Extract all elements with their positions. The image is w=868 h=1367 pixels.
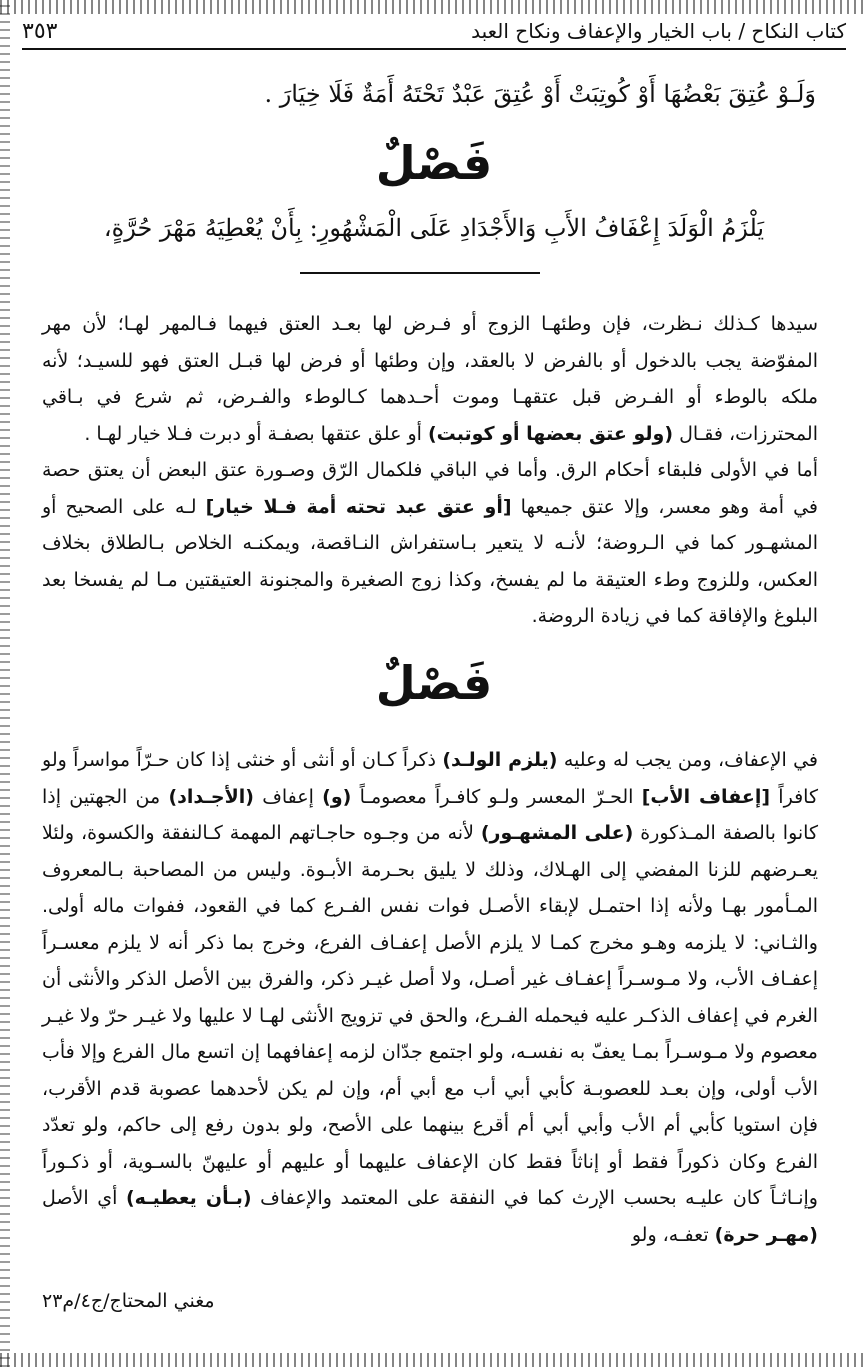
quoted-matn: (على المشهـور) bbox=[480, 822, 634, 844]
commentary-text: لأنه من وجـوه حاجـاتهم المهمة كـالنفقة والكسوة، ولئلا يعـرضهم للزنا المفضي إلى الهـلاك، وذلك لا يليق بحـرمة الأبـوة. وليس من المصاحبة بـالمعروف المـأمور بهـا ولأنه إذا احتمـل لإبقاء الأصـل فوات نفس الفـرع كما في القعود، ففوات ماله أولى. والثـاني: لا يلزمه وهـو مخرج كمـا لا يلزم الأصل إعفـاف الفرع، وخرج بما ذكر أنه لا يلزم معسـراً إعفـاف الأب، ولا مـوسـراً إعفـاف غير أصـل، ولا أصل غيـر ذكر، والفرق بين الأصل الذكر والأنثى أن الغرم في إعفاف الذكـر عليه فيحمله الفـرع، والحق في تزويج الأنثى لهـا لا عليها ولا غيـر حرّ ولا غيـر معصوم ولا مـوسـراً بمـا يعفّ به نفسـه، ولو اجتمع جدّان لزمه إعفافهما إن اتسع مال الفرع وإلا فأب الأب أولى، وإن بعـد للعصوبـة كأبي أبي أب مع أبي أم، وإن لم يكن لأحدهما عصوبة قدم الأقرب، فإن استويا كأبي أم الأب وأبي أبي أم أقرع بينهما على الأصح، ولو بدون رفع إلى حاكم، ولو تعدّد الفرع وكان ذكوراً فقط أو إناثاً فقط كان الإعفاف عليهما أو عليهم أو عليهنّ بالسـوية، أو ذكـوراً وإنـاثـاً كان عليـه بحسب الإرث كما في النفقة على المعتمد والإعفاف bbox=[42, 822, 818, 1209]
matn-text-top: وَلَـوْ عُتِقَ بَعْضُهَا أَوْ كُوتِبَتْ أَوْ عُتِقَ عَبْدٌ تَحْتَهُ أَمَةٌ فَلَا خِيَارَ . bbox=[264, 80, 816, 108]
quoted-matn: (مهـر حرة) bbox=[714, 1223, 818, 1246]
commentary-text: من الجهتين إذا كانوا بالصفة المـذكورة bbox=[42, 785, 819, 844]
commentary-text: أي الأصل bbox=[42, 1187, 126, 1209]
running-title: كتاب النكاح / باب الخيار والإعفاف ونكاح العبد bbox=[471, 19, 846, 43]
section-heading-2: فَصْلٌ bbox=[375, 656, 493, 710]
quoted-matn: (و) bbox=[322, 785, 352, 808]
commentary-text: أما في الأولى فلبقاء أحكام الرق. وأما في الباقي فلكمال الرّق وصـورة عتق البعض أن يعتق حصة في أمة وهو معسر، وإلا عتق جميعها bbox=[42, 459, 818, 518]
commentary-block-2 bbox=[42, 742, 818, 1253]
quoted-matn: (الأجـداد) bbox=[168, 785, 254, 808]
commentary-block-1 bbox=[42, 306, 818, 635]
page-number: ٣٥٣ bbox=[22, 18, 58, 44]
commentary-text: في الإعفاف، ومن يجب له وعليه bbox=[557, 749, 819, 771]
quoted-matn: [إعفاف الأب] bbox=[641, 785, 771, 808]
matn-sharh-separator bbox=[300, 272, 540, 274]
commentary-text: ذكراً كـان أو أنثى أو خنثى إذا كان حـرّاً مواسراً ولو كافراً bbox=[42, 749, 818, 808]
quoted-matn: (بـأن يعطيـه) bbox=[125, 1187, 252, 1209]
signature-mark: مغني المحتاج/ج٤/م٢٣ bbox=[42, 1290, 215, 1312]
quoted-matn: (يلزم الولـد) bbox=[442, 749, 558, 771]
quoted-matn: [أو عتق عبد تحته أمة فـلا خيار] bbox=[205, 495, 512, 518]
commentary-text: لـه على الصحيح أو المشهـور كما في الـروضة؛ لأنـه لا يتعير بـاستفراش النـاقصة، ويمكنـه الخلاص بـالطلاق بخلاف العكس، وللزوج وطء العتيقة ما لم يفسخ، وكذا زوج الصغيرة والمجنونة العتيقتين مـا لم يفسخا بعد البلوغ والإفاقة كما في زيادة الروضة. bbox=[42, 495, 818, 627]
commentary-text: أو علق عتقها بصفـة أو دبرت فـلا خيار لهـا . bbox=[84, 422, 428, 445]
commentary-text: تعفـه، ولو bbox=[631, 1223, 715, 1246]
matn-text-fasl: يَلْزَمُ الْوَلَدَ إِعْفَافُ الأَبِ وَالأَجْدَادِ عَلَى الْمَشْهُورِ: بِأَنْ يُعْطِيَهُ مَهْرَ حُرَّةٍ، bbox=[103, 214, 765, 242]
quoted-matn: (ولو عتق بعضها أو كوتبت) bbox=[427, 422, 674, 445]
commentary-text: الحـرّ المعسر ولـو كافـراً معصومـاً bbox=[351, 785, 642, 808]
commentary-text: سيدها كـذلك نـظرت، فإن وطئهـا الزوج أو فـرض لها بعـد العتق فيهما فـالمهر لهـا؛ لأن مهر المفوّضة يجب بالدخول أو بالفرض لا بالعقد، وإن وطئها أو فرض لها قبـل العتق فهو للسيـد؛ لأنه ملكه بالوطء أو الفـرض قبل عتقهـا وموت أحـدهما كـالوطء والفـرض، ثم شرع في بـاقي المحترزات، فقـال bbox=[42, 313, 818, 445]
ornamental-border-bottom bbox=[0, 1353, 868, 1367]
ornamental-border-top bbox=[0, 0, 868, 14]
commentary-text: إعفاف bbox=[253, 785, 323, 808]
page-header bbox=[22, 14, 846, 50]
section-heading-1: فَصْلٌ bbox=[375, 136, 493, 190]
